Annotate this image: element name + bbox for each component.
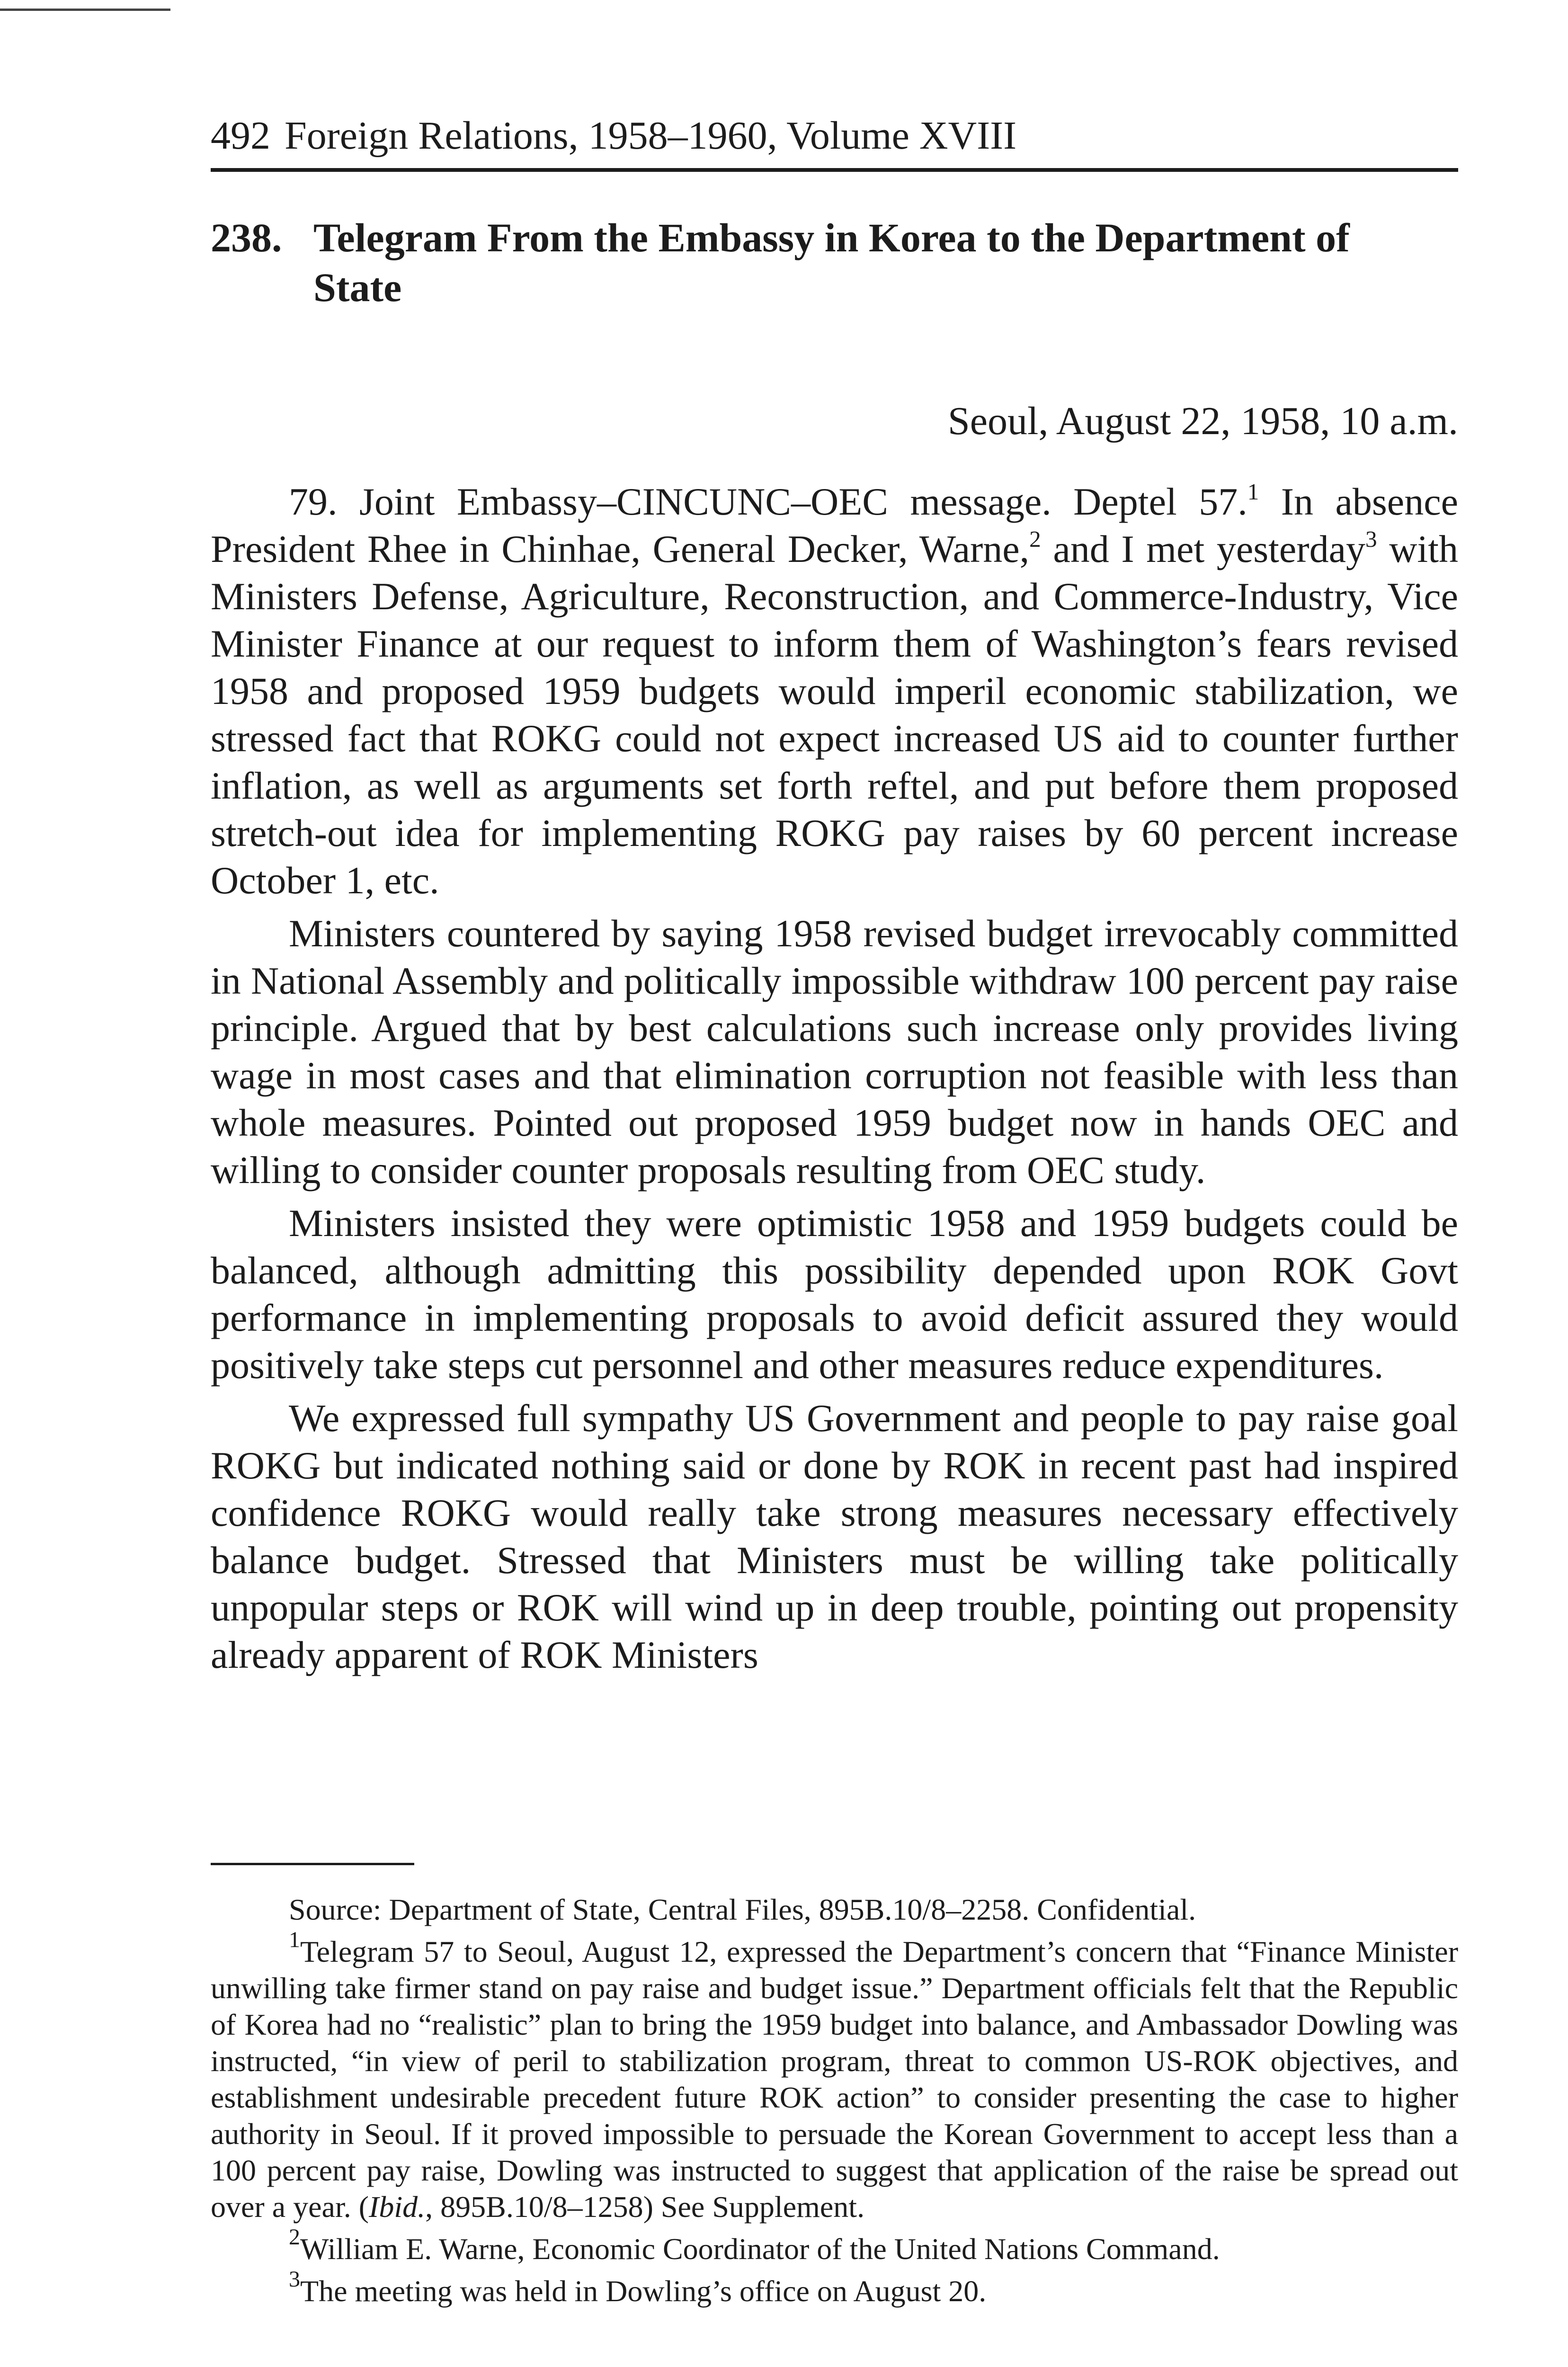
footnote-ref-1: 1 [1247,479,1259,505]
page-number: 492 [211,114,270,158]
document-heading [211,213,1458,312]
document-number: 238. [211,215,282,260]
footnote-1-marker: 1 [289,1927,300,1952]
body-paragraph-4: We expressed full sympathy US Government and people to pay raise goal ROKG but indicated nothing said or done by ROK in recent past had inspired confidence ROKG would really take strong measures necessary effectively balance budget. Stressed that Ministers must be willing take politically unpopular steps or ROK will wind up in deep trouble, pointing out propensity already apparent of ROK Ministers [211,1397,1458,1676]
body-paragraph-2: Ministers countered by saying 1958 revised budget irrevocably committed in National Assembly and politically impossible withdraw 100 percent pay raise principle. Argued that by best calculations such increase only provides living wage in most cases and that elimination corruption not feasible with less than whole measures. Pointed out proposed 1959 budget now in hands OEC and willing to consider counter proposals resulting from OEC study. [211,912,1458,1192]
telegram-body [211,478,1458,1684]
scan-edge-mark [0,9,170,11]
footnote-2-marker: 2 [289,2224,300,2250]
footnote-1: $^1$Telegram 57 to Seoul, August 12, expressed the Department’s concern that “Finance Minister unwilling take firmer stand on pay raise and budget issue.” Department officials felt that the Republic of Korea had no “realistic” plan to bring the 1959 budget into balance, and Ambassador Dowling was instructed, “in view of peril to stabilization program, threat to common US-ROK objectives, and establishment undesirable precedent future ROK action” to consider presenting the case to higher authority in Seoul. If it proved impossible to persuade the Korean Government to accept less than a 100 percent pay raise, Dowling was instructed to suggest that application of the raise be spread out over a year. (Ibid., 895B.10/8–1258) See Supplement. [211,1927,1458,2224]
body-paragraph-3: Ministers insisted they were optimistic 1958 and 1959 budgets could be balanced, although admitting this possibility depended upon ROK Govt performance in implementing proposals to avoid deficit assured they would positively take steps cut personnel and other measures reduce expenditures. [211,1201,1458,1387]
footnote-ref-3: 3 [1365,526,1377,552]
footnotes [211,1891,1458,2315]
footnote-3: $^3$The meeting was held in Dowling’s office on August 20. [289,2266,987,2308]
header-rule [211,168,1458,172]
footnote-rule [211,1863,414,1865]
volume-title: Foreign Relations, 1958–1960, Volume XVIII [285,114,1017,158]
running-head [211,110,1458,162]
body-paragraph-1: 79. Joint Embassy–CINCUNC–OEC message. Deptel 57.$^1$ In absence President Rhee in Chinhae, General Decker, Warne,$^2$ and I met yesterday$^3$ with Ministers Defense, Agriculture, Reconstruction, and Commerce-Industry, Vice Minister Finance at our request to inform them of Washington’s fears revised 1958 and proposed 1959 budgets would imperil economic stabilization, we stressed fact that ROKG could not expect increased US aid to counter further inflation, as well as arguments set forth reftel, and put before them proposed stretch-out idea for implementing ROKG pay raises by 60 percent increase October 1, etc. [211,479,1458,902]
source-note: Source: Department of State, Central Files, 895B.10/8–2258. Confidential. [289,1893,1196,1926]
dateline: Seoul, August 22, 1958, 10 a.m. [947,399,1458,443]
document-title: Telegram From the Embassy in Korea to the Department of State [313,215,1350,310]
footnote-3-marker: 3 [289,2266,300,2292]
footnote-ref-2: 2 [1029,526,1041,552]
footnote-2: $^2$William E. Warne, Economic Coordinator of the United Nations Command. [289,2224,1220,2266]
